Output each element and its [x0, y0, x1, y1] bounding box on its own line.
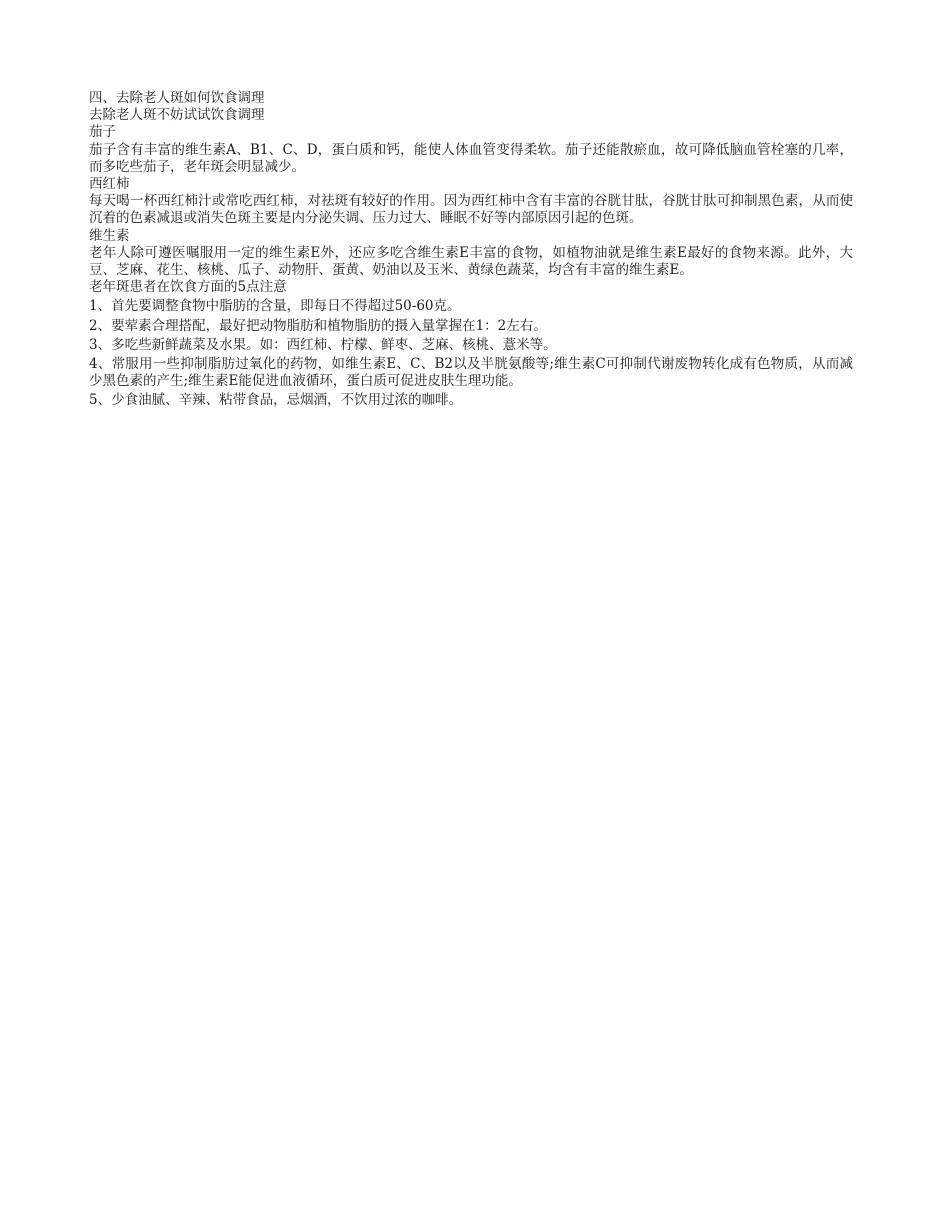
topic-body-eggplant: 茄子含有丰富的维生素A、B1、C、D，蛋白质和钙，能使人体血管变得柔软。茄子还能散瘀血，故可降低脑血管栓塞的几率，而多吃些茄子，老年斑会明显减少。: [89, 141, 853, 175]
document-page: [89, 90, 853, 410]
note-item: 2、要荤素合理搭配，最好把动物脂肪和植物脂肪的摄入量掌握在1：2左右。: [89, 317, 547, 334]
note-item: 4、常服用一些抑制脂肪过氧化的药物，如维生素E、C、B2以及半胱氨酸等;维生素C可抑制代谢废物转化成有色物质，从而减少黑色素的产生;维生素E能促进血液循环，蛋白质可促进皮肤生理功能。: [89, 356, 853, 390]
notes-title: 老年斑患者在饮食方面的5点注意: [89, 279, 287, 296]
note-item: 1、首先要调整食物中脂肪的含量，即每日不得超过50-60克。: [89, 298, 461, 315]
topic-heading-eggplant: 茄子: [89, 124, 116, 141]
topic-heading-vitamin: 维生素: [89, 227, 130, 244]
topic-heading-tomato: 西红柿: [89, 176, 130, 193]
section-title: 四、去除老人斑如何饮食调理: [89, 90, 265, 106]
topic-body-tomato: 每天喝一杯西红柿汁或常吃西红柿，对祛斑有较好的作用。因为西红柿中含有丰富的谷胱甘肽，谷胱甘肽可抑制黑色素，从而使沉着的色素减退或消失色斑主要是内分泌失调、压力过大、睡眠不好等内部原因引起的色斑。: [89, 193, 853, 227]
intro-line: 去除老人斑不妨试试饮食调理: [89, 107, 265, 124]
note-item: 5、少食油腻、辛辣、粘带食品，忌烟酒，不饮用过浓的咖啡。: [89, 392, 463, 409]
topic-body-vitamin: 老年人除可遵医嘱服用一定的维生素E外，还应多吃含维生素E丰富的食物，如植物油就是维生素E最好的食物来源。此外，大豆、芝麻、花生、核桃、瓜子、动物肝、蛋黄、奶油以及玉米、黄绿色蔬菜，均含有丰富的维生素E。: [89, 244, 853, 279]
note-item: 3、多吃些新鲜蔬菜及水果。如：西红柿、柠檬、鲜枣、芝麻、核桃、薏米等。: [89, 336, 557, 353]
